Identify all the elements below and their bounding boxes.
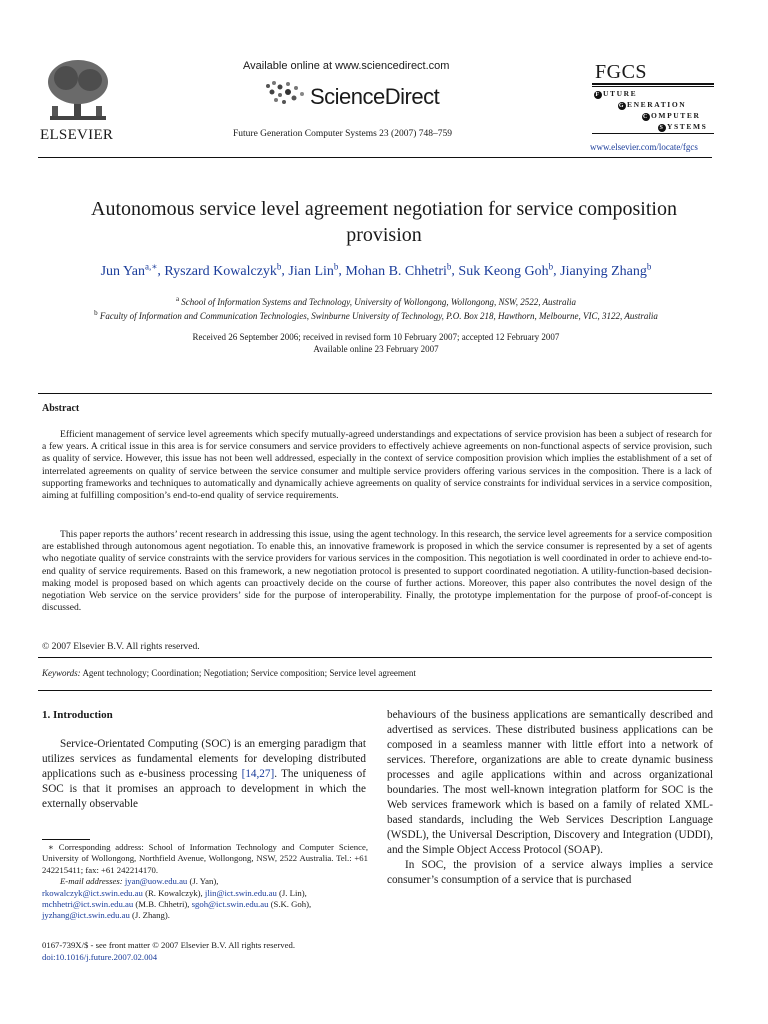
abstract-paragraph: This paper reports the authors’ recent research in addressing this issue, using the agent technology. In this research, the service level agreements for a service composition are established through autonomous agent negotiation. To enable this, an innovative framework is proposed in which the service consumer is represented by a set of agents who negotiate quality of service constraints with the service providers for various services in the composition. This negotiation is well coordinated in order to achieve end-to-end quality of service requirements. Based on this framework, a new negotiation protocol is presented to support coordinated negotiation. A utility-function-based decision-making model is proposed based on which agents can proactively decide on the course of further actions. Moreover, this paper also contributes the novel design of the negotiation Web service on the service providers’ side for the purpose of interoperability. Finally, the prototype implementation for the purpose of proof-of-concept is discussed. xyxy=(42,529,712,614)
author-link[interactable]: Jianying Zhang$^b$ xyxy=(560,261,652,279)
email-link[interactable]: jyan@uow.edu.au xyxy=(124,876,188,887)
keywords: Keywords: Agent technology; Coordination; Negotiation; Service composition; Service level agreement xyxy=(42,668,416,678)
email-link[interactable]: jyzhang@ict.swin.edu.au xyxy=(42,910,130,921)
email-link[interactable]: jlin@ict.swin.edu.au xyxy=(204,887,277,898)
body-paragraph: behaviours of the business applications are semantically described and advertised as services. These distributed business applications can be composed in a seamless manner with little effort into a network of services. Therefore, organizations are able to create dynamic business processes and agile applications within and across organizational boundaries. The most well-known integration platform for SOC is the Web services framework which is based on a family of related XML-based standards, including the Web Services Description Language (WSDL), the Universal Description, Discovery and Integration (UDDI), and the Simple Object Access Protocol (SOAP). xyxy=(387,709,713,856)
journal-citation: Future Generation Computer Systems 23 (2007) 748–759 xyxy=(233,129,453,139)
author-link[interactable]: Ryszard Kowalczyk$^b$ xyxy=(164,261,282,279)
fgcs-line: S YSTEMS xyxy=(659,122,708,131)
received-dates: Received 26 September 2006; received in revised form 10 February 2007; accepted 12 February 2007 xyxy=(192,332,560,342)
doi-link[interactable]: doi:10.1016/j.future.2007.02.004 xyxy=(42,952,158,962)
author-link[interactable]: Suk Keong Goh$^b$ xyxy=(458,261,554,279)
publisher-name: ELSEVIER xyxy=(40,127,114,143)
section-heading: 1. Introduction xyxy=(42,709,113,721)
affiliation: $^a$ School of Information Systems and Technology, University of Wollongong, Wollongong, NSW, 2522, Australia xyxy=(175,295,577,307)
fgcs-line: G ENERATION xyxy=(618,100,687,109)
author-list: Jun Yan$^{a,∗}$, Ryszard Kowalczyk$^b$, Jian Lin$^b$, Mohan B. Chhetri$^b$, Suk Keong Goh$^b$, Jianying Zhang$^b$ xyxy=(100,261,652,279)
issn-line: 0167-739X/$ - see front matter © 2007 Elsevier B.V. All rights reserved. xyxy=(42,940,296,950)
sciencedirect-dots-icon xyxy=(262,78,308,111)
right-column xyxy=(387,708,713,888)
fgcs-line: C OMPUTER xyxy=(643,111,701,120)
abstract-heading: Abstract xyxy=(42,403,80,414)
email-link[interactable]: rkowalczyk@ict.swin.edu.au xyxy=(42,887,143,898)
keywords-divider xyxy=(38,657,712,658)
email-link[interactable]: mchhetri@ict.swin.edu.au xyxy=(42,899,134,910)
available-online: Available online at www.sciencedirect.com xyxy=(243,60,450,72)
header-divider xyxy=(38,157,712,158)
available-date: Available online 23 February 2007 xyxy=(313,344,439,354)
body-divider xyxy=(38,690,712,691)
fgcs-journal-logo xyxy=(592,62,714,135)
sciencedirect-logo: ScienceDirect xyxy=(310,84,440,109)
article-title: Autonomous service level agreement negotiation for service composition provision xyxy=(91,198,677,246)
citation-link[interactable]: [14,27] xyxy=(241,768,275,780)
journal-url-link[interactable]: www.elsevier.com/locate/fgcs xyxy=(590,142,698,152)
author-link[interactable]: Jian Lin$^b$ xyxy=(288,261,339,279)
abstract-paragraph: Efficient management of service level agreements which specify mutually-agreed understandings and expectations of service provision has been a subject of research for a few years. A critical issue in this area is for service consumers and service providers to effectively achieve agreements on non-functional aspects of service provision, such as quality of service. However, this issue has not been well addressed, especially in the context of service composition provision which implies the establishment of a set of interrelated agreements on quality of service between the service consumer and multiple service providers offering various services in the composition. There is a lack of supporting frameworks and techniques to automatically and dynamically achieve agreements on quality of service constraints for individual services in a service composition, aiming at fulfilling composition’s end-to-end quality of service requirements. xyxy=(42,429,712,502)
fgcs-line: F UTURE xyxy=(595,89,638,98)
footnote: ∗ Corresponding address: School of Information Technology and Computer Science, University of Wollongong, Northfield Avenue, Wollongong, NSW, 2522 Australia. Tel.: +61 242215411; fax: +61 242214170. E-mail addresses: jyan@uow.edu.au (J. Yan), rkowalczyk@ict.swin.edu.au (R. Kowalczyk), jlin@ict.swin.edu.au (J. Lin), mchhetri@ict.swin.edu.au (M.B. Chhetri), sgoh@ict.swin.edu.au (S.K. Goh), jyzhang@ict.swin.edu.au (J. Zhang). xyxy=(42,842,368,921)
affiliation: $^b$ Faculty of Information and Communication Technologies, Swinburne University of Technology, P.O. Box 218, Hawthorn, Melbourne, VIC, 3122, Australia xyxy=(94,309,658,321)
author-link[interactable]: Jun Yan$^{a,∗}$ xyxy=(100,261,158,279)
email-link[interactable]: sgoh@ict.swin.edu.au xyxy=(191,899,269,910)
abstract-divider xyxy=(38,393,712,394)
abstract-copyright: © 2007 Elsevier B.V. All rights reserved. xyxy=(42,641,200,652)
body-paragraph: In SOC, the provision of a service always implies a service consumer’s consumption of a service that is purchased xyxy=(387,859,713,886)
elsevier-tree-logo xyxy=(38,58,118,129)
fgcs-abbrev: FGCS xyxy=(595,61,648,83)
footnote-divider xyxy=(42,839,90,840)
author-link[interactable]: Mohan B. Chhetri$^b$ xyxy=(345,261,452,279)
intro-paragraph: Service-Orientated Computing (SOC) is an emerging paradigm that utilizes services as fundamental elements for developing distributed applications such as e-business processing [14,27]. The uniqueness of SOC is that it promises an approach to development in which the externally observable xyxy=(42,738,366,810)
